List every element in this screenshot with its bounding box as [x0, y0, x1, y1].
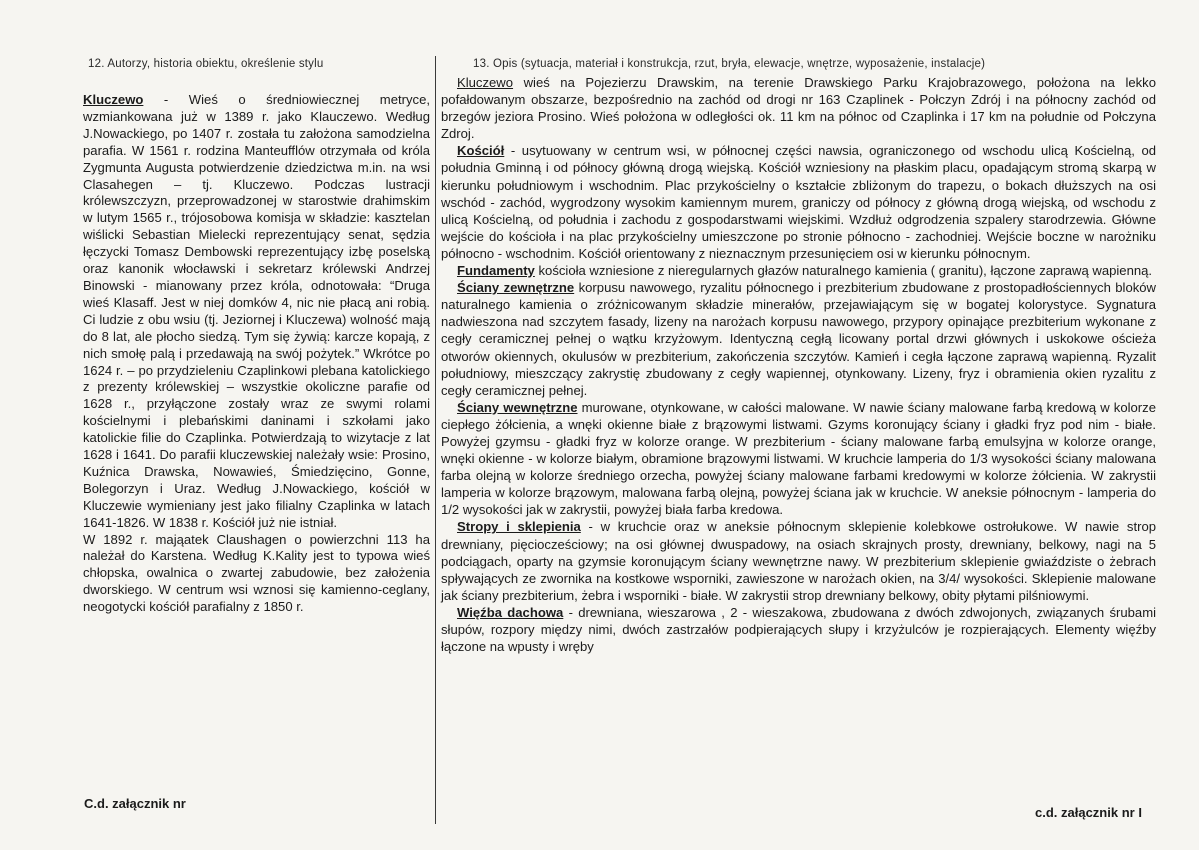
left-attachment-note: C.d. załącznik nr [84, 796, 186, 811]
roof-truss-heading: Więźba dachowa [457, 604, 564, 620]
desc-roof-truss: Więźba dachowa - drewniana, wieszarowa , 2 - wieszakowa, zbudowana z dwóch zdwojonych, związanych śrubami słupów, rozpory między nimi, dwóch zastrzałów podpierających słupy i krzyżulców je rozpierających. Elementy więźby łączone na wpusty i wręby [441, 604, 1157, 655]
column-divider [435, 56, 436, 824]
desc-interior-walls: Ściany wewnętrzne murowane, otynkowane, w całości malowane. W nawie ściany malowane farbą kredową w kolorze ciepłego żółcienia, a wnęki okienne białe z brązowymi listwami. Gzyms koronujący ściany i gładki fryz pod nim - białe. Powyżej gzymsu - gładki fryz w kolorze orange. W prezbiterium - ściany malowane farbą emulsyjna w kolorze orange, wnęki okienne - w kolorze białym, obramione brązowymi listwami. W kruchcie lamperia do 1/3 wysokości ściany malowana farba olejną w kolorze średniego orzecha, powyżej ściany malowane farbami kredowymi w kolorze żółcienia. W zakrystii lamperia w kolorze brązowym, malowana farbą olejną, powyżej ściana jak w kruchcie. W aneksie północnym - lamperia do 1/2 wysokości jak w zakrystii, powyżej biała farba kredowa. [441, 399, 1156, 518]
history-paragraph-1 [83, 92, 430, 532]
desc-church: Kościół - usytuowany w centrum wsi, w północnej części nawsia, ograniczonego od wschodu ulicą Kościelną, od południa Gminną i od północy główną drogą wiejską. Kościół wzniesiony na płaskim placu, opadającym stromą skarpą w kierunku południowym i wschodnim. Plac przykościelny o kształcie zbliżonym do trapezu, o bokach dłuższych na osi wschód - zachód, wygrodzony wysokim kamiennym murem, graniczy od północy z główną drogą wiejską, od wschodu z ulicą Kościelną, od południa i zachodu z gospodarstwami wiejskimi. Wzdłuż odgrodzenia szpalery starodrzewia. Główne wejście do kościoła i na plac przykościelny umieszczone po stronie północno - zachodniej. Wejście boczne w narożniku północno - wschodnim. Kościół orientowany z nieznacznym przesunięciem osi w kierunku północnym. [441, 143, 1157, 261]
desc-exterior-walls: Ściany zewnętrzne korpusu nawowego, ryzalitu północnego i prezbiterium zbudowane z prostopadłościennych bloków naturalnego kamienia o zróżnicowanym składzie minerałów, przejawiającym się w bogatej kolorystyce. Sygnatura nadwieszona nad szczytem fasady, lizeny na narożach korpusu nawowego, przypory opinające prezbiterium wykonane z cegły ceramicznej pełnej o wątku krzyżowym. Identyczną cegłą licowany portal drzwi głównych i uskokowe ościeża otworów okiennych, okulusów w prezbiterium, zakończenia szczytów. Kamień i cegła łączone zaprawą wapienną. Ryzalit południowy, mieszczący zakrystię zbudowany z cegły wapiennej, otynkowany. Lizeny, fryz i obramienia okien ryzalitu z cegły ceramicznej pełnej. [441, 280, 1157, 398]
church-heading: Kościół [457, 143, 505, 159]
right-attachment-note: c.d. załącznik nr I [1035, 805, 1142, 820]
village-name-heading: Kluczewo [83, 92, 144, 107]
desc-foundations: Fundamenty kościoła wzniesione z nieregularnych głazów naturalnego kamienia ( granitu), łączone zaprawą wapienną. [457, 263, 1153, 279]
desc-ceilings: Stropy i sklepienia - w kruchcie oraz w aneksie północnym sklepienie kolebkowe ostrołukowe. W nawie strop drewniany, pięciocześciowy; na osi głównej dwuspadowy, na osiach skrajnych prosty, drewniany, belkowy, nagi na 5 podciągach, oparty na gzymsie koronującym ściany wewnętrzne nawy. W prezbiterium sklepienie gwiaździste o żebrach spływających ze zwornika na kostkowe wsporniki, zawieszone w narożach okien, na 3/4/ wysokości. Sklepienie malowane jak ściany prezbiterium, żebra i wsporniki - białe. W zakrystii strop drewniany belkowy, obity płytami pilśniowymi. [441, 519, 1157, 603]
ceilings-heading: Stropy i sklepienia [457, 519, 581, 535]
location-heading: Kluczewo [457, 75, 514, 90]
right-column-description [441, 74, 1156, 655]
interior-walls-heading: Ściany wewnętrzne [457, 399, 578, 415]
left-column-history [83, 92, 430, 616]
history-paragraph-2: W 1892 r. mająatek Claushagen o powierzchni 113 ha należał do Karstena. Według K.Kality jest to typowa wieś chłopska, owalnica o zwartej zabudowie, bez założenia dworskiego. W centrum wsi wznosi się kamienno-ceglany, neogotycki kościół parafialny z 1850 r. [83, 531, 430, 615]
right-column-header: 13. Opis (sytuacja, materiał i konstrukcja, rzut, bryła, elewacje, wnętrze, wyposażenie, instalacje) [473, 58, 986, 70]
exterior-walls-heading: Ściany zewnętrzne [457, 280, 575, 296]
desc-location: Kluczewo wieś na Pojezierzu Drawskim, na terenie Drawskiego Parku Krajobrazowego, położona na lekko pofałdowanym obszarze, bezpośrednio na zachód od drogi nr 163 Czaplinek - Połczyn Zdrój i na północny zachód od brzegów jeziora Prosino. Wieś położona w odległości ok. 11 km na północ od Czaplinka i 17 km na południe od Połczyna Zdroj. [441, 75, 1157, 142]
left-column-header: 12. Autorzy, historia obiektu, określenie stylu [88, 58, 324, 70]
history-text: - Wieś o średniowiecznej metryce, wzmiankowana już w 1389 r. jako Klauczewo. Według J.Nowackiego, po 1407 r. została tu założona samodzielna parafia. W 1561 r. rodzina Manteufflów otrzymała od króla Zygmunta Augusta potwierdzenie dziedzictwa m.in. na wsi Clasahegen – tj. Kluczewo. Podczas lustracji królewszczyzn, przeprowadzonej w starostwie drahimskim w lutym 1565 r., trójosobowa komisja w składzie: kasztelan wiślicki Sebastian Mielecki reprezentujący senat, sędzia łęczycki Tomasz Dembowski reprezentujący izbę poselską oraz kanonik włocławski i sekretarz królewski Andrzej Binowski - mianowany przez króla, odnotowała: “Druga wieś Klasaff. Jest w niej domków 4, nic nie płacą ani robią. Ci ludzie z obu wsiu (tj. Jeziornej i Kluczewa) wolność mają do 8 lat, ale płocho siedzą. Tym się żywią: karcze kopają, z nich smołę palą i przedawają na swój pożytek.” Wkrótce po 1624 r. – po przydzieleniu Czaplinkowi plebana katolickiego z prezenty królewskiej – wszystkie okoliczne parafie od 1628 r., przyłączone zostały wraz ze swymi rolami kościelnymi i plebańskimi daninami i szkołami jako katolickie filie do Czaplinka. Potwierdzają to wizytacje z lat 1628 i 1641. Do parafii kluczewskiej należały wsie: Prosino, Kuźnica Drawska, Nowawieś, Śmiedzięcino, Gonne, Bolegorzyn i Uraz. Według J.Nowackiego, kościół w Kluczewie wymieniany jest jako filialny Czaplinka w latach 1641-1826. W 1838 r. Kościół już nie istniał. [83, 92, 431, 530]
foundations-heading: Fundamenty [457, 263, 535, 279]
